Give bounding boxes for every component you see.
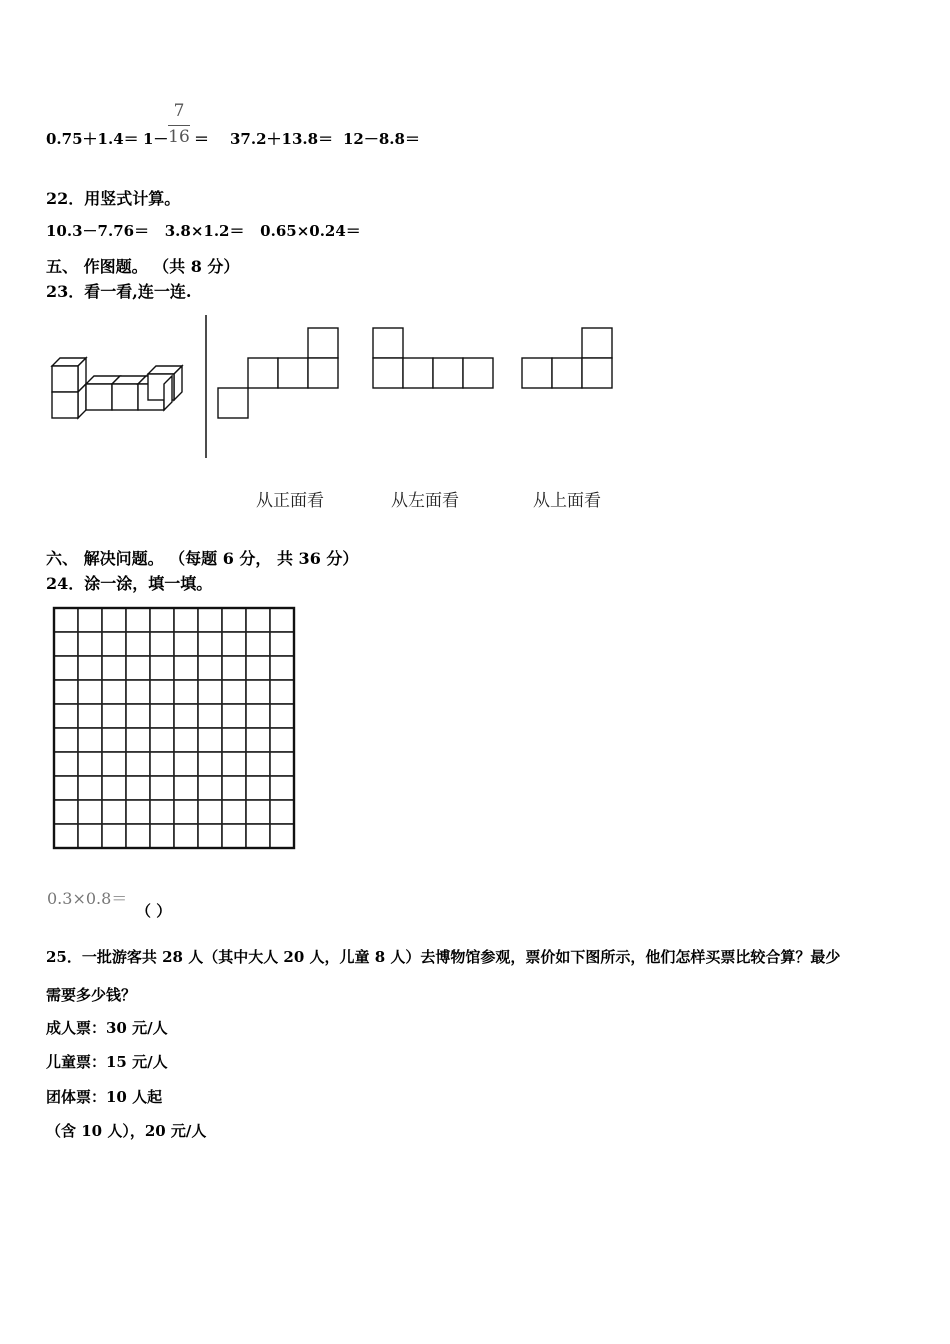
grid-cell[interactable]: [54, 704, 78, 728]
grid-cell[interactable]: [198, 728, 222, 752]
grid-cell[interactable]: [126, 608, 150, 632]
grid-cell[interactable]: [270, 728, 294, 752]
grid-cell[interactable]: [270, 704, 294, 728]
grid-cell[interactable]: [270, 752, 294, 776]
grid-cell[interactable]: [198, 776, 222, 800]
view-shape-2: [373, 328, 493, 388]
grid-cell[interactable]: [246, 776, 270, 800]
section-5-heading: 五、 作图题。 （共 8 分）: [46, 257, 240, 276]
grid-cell[interactable]: [246, 608, 270, 632]
q24-title: 24．涂一涂，填一填。: [46, 574, 213, 593]
grid-cell[interactable]: [102, 728, 126, 752]
fraction-denominator: 16: [168, 127, 190, 147]
price-adult: 成人票：30 元/人: [46, 1019, 168, 1037]
grid-cell[interactable]: [150, 752, 174, 776]
grid-cell[interactable]: [78, 632, 102, 656]
grid-cell[interactable]: [174, 728, 198, 752]
q22-title: 22．用竖式计算。: [46, 189, 181, 208]
expr-1: 0.75＋1.4＝: [46, 130, 139, 148]
expr-2-suffix: ＝: [194, 130, 210, 148]
price-child: 儿童票：15 元/人: [46, 1053, 168, 1071]
grid-cell[interactable]: [198, 704, 222, 728]
grid-cell[interactable]: [222, 608, 246, 632]
grid-cell[interactable]: [102, 752, 126, 776]
expr-4: 12－8.8＝: [343, 130, 420, 148]
price-group: 团体票：10 人起: [46, 1088, 163, 1106]
grid-cell[interactable]: [174, 608, 198, 632]
grid-cell[interactable]: [126, 728, 150, 752]
grid-cell[interactable]: [78, 680, 102, 704]
grid-cell[interactable]: [150, 728, 174, 752]
expr-2-prefix: 1－: [143, 130, 169, 148]
grid-cell[interactable]: [246, 728, 270, 752]
grid-cell[interactable]: [54, 752, 78, 776]
grid-cell[interactable]: [78, 824, 102, 848]
grid-cell[interactable]: [198, 656, 222, 680]
grid-cell[interactable]: [126, 680, 150, 704]
grid-cell[interactable]: [222, 776, 246, 800]
grid-cell[interactable]: [150, 680, 174, 704]
grid-cell[interactable]: [246, 752, 270, 776]
grid-cell[interactable]: [150, 704, 174, 728]
grid-cell[interactable]: [150, 632, 174, 656]
section-6-heading: 六、 解决问题。 （每题 6 分， 共 36 分）: [46, 549, 359, 568]
expr-3: 37.2＋13.8＝: [230, 130, 334, 148]
grid-cell[interactable]: [270, 680, 294, 704]
grid-cell[interactable]: [78, 776, 102, 800]
grid-cell[interactable]: [78, 728, 102, 752]
grid-cell[interactable]: [270, 608, 294, 632]
grid-cell[interactable]: [54, 608, 78, 632]
q24-expression: 0.3×0.8＝: [47, 889, 128, 908]
grid-cell[interactable]: [198, 632, 222, 656]
grid-cell[interactable]: [174, 632, 198, 656]
label-top-view: 从上面看: [533, 491, 601, 511]
q25-question-line-1: 25．一批游客共 28 人（其中大人 20 人，儿童 8 人）去博物馆参观，票价如下图所示，他们怎样买票比较合算？最少: [46, 948, 841, 966]
grid-cell[interactable]: [222, 824, 246, 848]
q23-title: 23．看一看,连一连.: [46, 282, 192, 301]
q23-figure: [40, 310, 640, 470]
grid-cell[interactable]: [246, 704, 270, 728]
grid-cell[interactable]: [270, 632, 294, 656]
grid-cell[interactable]: [174, 752, 198, 776]
grid-cell[interactable]: [270, 800, 294, 824]
grid-cell[interactable]: [54, 728, 78, 752]
q22-expressions: 10.3－7.76＝ 3.8×1.2＝ 0.65×0.24＝: [46, 222, 361, 240]
grid-cell[interactable]: [102, 800, 126, 824]
grid-cell[interactable]: [126, 752, 150, 776]
grid-cell[interactable]: [222, 656, 246, 680]
grid-cell[interactable]: [246, 824, 270, 848]
grid-cell[interactable]: [54, 776, 78, 800]
grid-cell[interactable]: [54, 632, 78, 656]
grid-cell[interactable]: [222, 752, 246, 776]
grid-cell[interactable]: [174, 824, 198, 848]
grid-cell[interactable]: [126, 704, 150, 728]
grid-cell[interactable]: [126, 800, 150, 824]
grid-cell[interactable]: [174, 704, 198, 728]
grid-cell[interactable]: [102, 776, 126, 800]
grid-cell[interactable]: [198, 824, 222, 848]
grid-cell[interactable]: [126, 776, 150, 800]
grid-cell[interactable]: [174, 680, 198, 704]
grid-cell[interactable]: [150, 800, 174, 824]
grid-cell[interactable]: [126, 656, 150, 680]
fraction-numerator: 7: [173, 101, 185, 121]
grid-cell[interactable]: [54, 824, 78, 848]
grid-cell[interactable]: [270, 776, 294, 800]
label-front-view: 从正面看: [256, 491, 324, 511]
grid-cell[interactable]: [198, 608, 222, 632]
label-left-view: 从左面看: [391, 491, 459, 511]
grid-cell[interactable]: [150, 608, 174, 632]
grid-cell[interactable]: [102, 656, 126, 680]
grid-cell[interactable]: [246, 632, 270, 656]
grid-cell[interactable]: [174, 776, 198, 800]
grid-cell[interactable]: [102, 704, 126, 728]
grid-cell[interactable]: [150, 776, 174, 800]
grid-cell[interactable]: [174, 800, 198, 824]
grid-cell[interactable]: [102, 608, 126, 632]
grid-cell[interactable]: [54, 656, 78, 680]
grid-cell[interactable]: [78, 752, 102, 776]
grid-cell[interactable]: [126, 632, 150, 656]
grid-cell[interactable]: [102, 680, 126, 704]
price-group-detail: （含 10 人），20 元/人: [46, 1122, 207, 1140]
grid-cell[interactable]: [222, 632, 246, 656]
grid-cell[interactable]: [78, 608, 102, 632]
fraction-bar: [168, 125, 190, 126]
grid-cell[interactable]: [270, 656, 294, 680]
grid-cell[interactable]: [150, 656, 174, 680]
view-shape-3: [522, 328, 612, 388]
grid-cell[interactable]: [222, 800, 246, 824]
grid-cell[interactable]: [198, 800, 222, 824]
grid-cell[interactable]: [102, 824, 126, 848]
grid-cell[interactable]: [126, 824, 150, 848]
grid-cell[interactable]: [54, 800, 78, 824]
grid-cell[interactable]: [78, 800, 102, 824]
grid-cell[interactable]: [198, 680, 222, 704]
q25-question-line-2: 需要多少钱？: [46, 986, 137, 1004]
grid-cell[interactable]: [222, 704, 246, 728]
grid-cell[interactable]: [270, 824, 294, 848]
grid-cell[interactable]: [102, 632, 126, 656]
grid-cell[interactable]: [78, 656, 102, 680]
grid-cell[interactable]: [222, 680, 246, 704]
grid-cell[interactable]: [174, 656, 198, 680]
hundred-grid[interactable]: [52, 606, 297, 851]
grid-cell[interactable]: [198, 752, 222, 776]
grid-cell[interactable]: [246, 800, 270, 824]
grid-cell[interactable]: [78, 704, 102, 728]
grid-cell[interactable]: [246, 680, 270, 704]
view-shape-1: [218, 328, 338, 418]
cube-stack-3d: [52, 358, 182, 418]
grid-cell[interactable]: [246, 656, 270, 680]
grid-cell[interactable]: [150, 824, 174, 848]
grid-cell[interactable]: [222, 728, 246, 752]
grid-cell[interactable]: [54, 680, 78, 704]
q24-answer-blank[interactable]: （ ）: [136, 902, 172, 920]
